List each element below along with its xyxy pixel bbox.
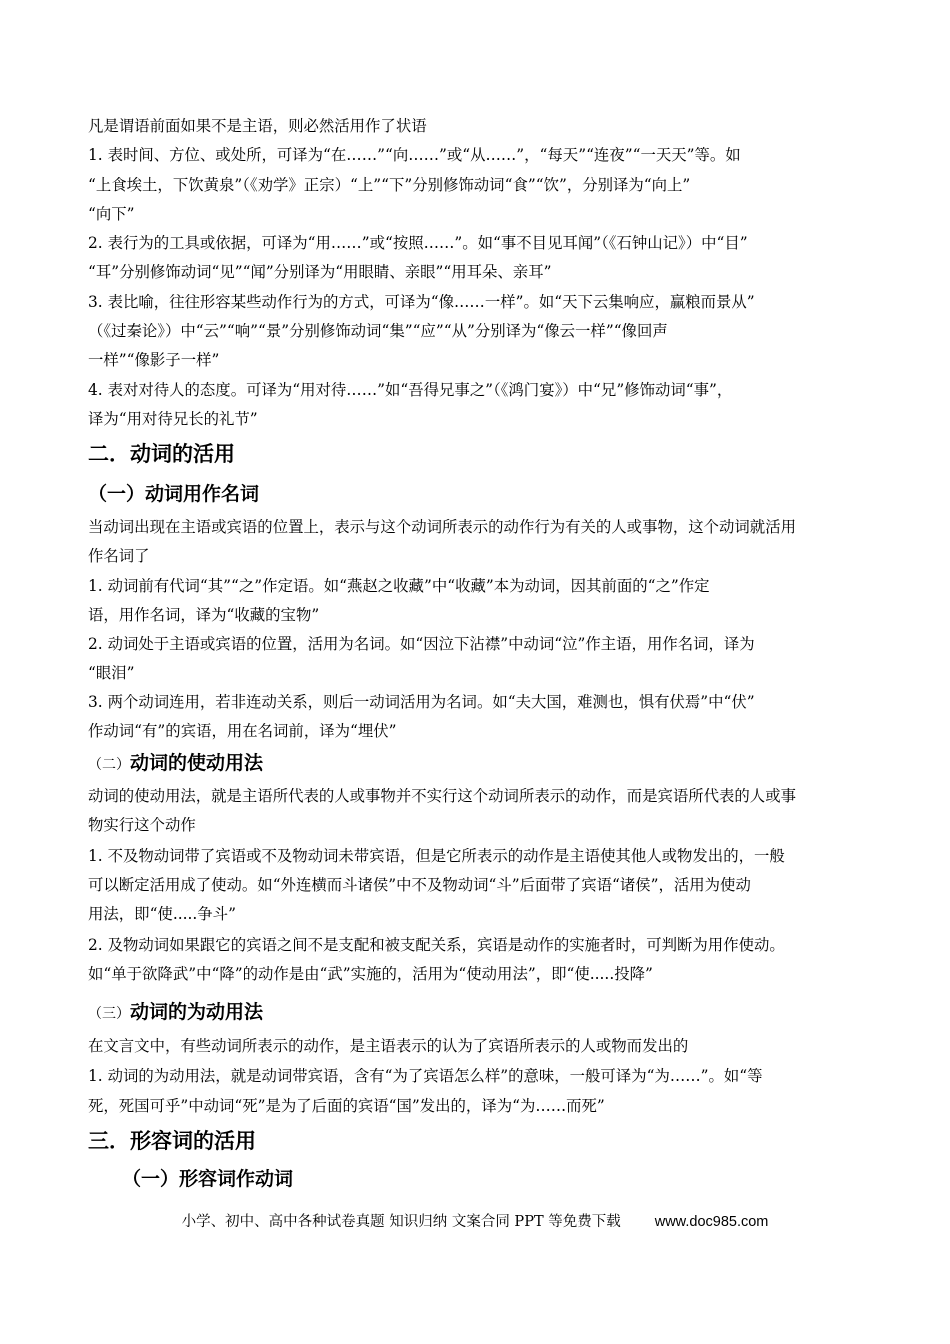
causative-item-1-line-1: 1. 不及物动词带了宾语或不及物动词未带宾语，但是它所表示的动作是主语使其他人或物发出的，一般 <box>88 847 785 865</box>
adverbial-item-3-line-3: 一样”“像影子一样” <box>88 351 220 369</box>
page-footer <box>0 1212 950 1232</box>
noun-item-3-line-1: 3. 两个动词连用，若非连动关系，则后一动词活用为名词。如“夫大国，难测也，惧有伏焉”中“伏” <box>88 693 755 711</box>
adverbial-item-2-line-1: 2. 表行为的工具或依据，可译为“用……”或“按照……”。如“事不目见耳闻”（《石钟山记》）中“目” <box>88 234 748 252</box>
section-2-1-intro-line-2: 作名词了 <box>88 547 150 565</box>
purpose-item-1-line-1: 1. 动词的为动用法，就是动词带宾语，含有“为了宾语怎么样”的意味，一般可译为“为……”。如“等 <box>88 1067 763 1085</box>
section-2-2-intro-line-1: 动词的使动用法，就是主语所代表的人或事物并不实行这个动词所表示的动作，而是宾语所代表的人或事 <box>88 787 796 805</box>
noun-item-3-line-2: 作动词“有”的宾语，用在名词前，译为“埋伏” <box>88 722 397 740</box>
causative-item-2-line-2: 如“单于欲降武”中“降”的动作是由“武”实施的，活用为“使动用法”，即“使.....投降” <box>88 965 653 983</box>
footer-text: 小学、初中、高中各种试卷真题 知识归纳 文案合同 PPT 等免费下载 <box>181 1214 621 1230</box>
intro-line: 凡是谓语前面如果不是主语，则必然活用作了状语 <box>88 117 427 135</box>
adverbial-item-2-line-2: “耳”分别修饰动词“见”“闻”分别译为“用眼睛、亲眼”“用耳朵、亲耳” <box>88 263 552 281</box>
adverbial-item-4-line-1: 4. 表对对待人的态度。可译为“用对待……”如“吾得兄事之”（《鸿门宴》）中“兄”修饰动词“事”， <box>88 381 733 399</box>
section-3-heading: 三．形容词的活用 <box>88 1129 256 1153</box>
section-2-1-heading: （一）动词用作名词 <box>88 483 260 505</box>
section-3-1-heading: （一）形容词作动词 <box>122 1168 294 1190</box>
adverbial-item-1-line-2: “上食埃土，下饮黄泉”（《劝学》正宗）“上”“下”分别修饰动词“食”“饮”，分别译为“向上” <box>88 176 691 194</box>
adverbial-item-1-line-3: “向下” <box>88 205 135 223</box>
causative-item-2-line-1: 2. 及物动词如果跟它的宾语之间不是支配和被支配关系，宾语是动作的实施者时，可判断为用作使动。 <box>88 936 785 954</box>
purpose-item-1-line-2: 死，死国可乎”中动词“死”是为了后面的宾语“国”发出的，译为“为……而死” <box>88 1097 605 1115</box>
adverbial-item-3-line-1: 3. 表比喻，往往形容某些动作行为的方式，可译为“像……一样”。如“天下云集响应，赢粮而景从” <box>88 293 755 311</box>
noun-item-1-line-2: 语，用作名词，译为“收藏的宝物” <box>88 606 320 624</box>
section-2-3-intro-line-1: 在文言文中，有些动词所表示的动作，是主语表示的认为了宾语所表示的人或物而发出的 <box>88 1037 689 1055</box>
causative-item-1-line-2: 可以断定活用成了使动。如“外连横而斗诸侯”中不及物动词“斗”后面带了宾语“诸侯”，活用为使动 <box>88 876 751 894</box>
section-2-2-prefix: （二） <box>88 757 130 773</box>
adverbial-item-4-line-2: 译为“用对待兄长的礼节” <box>88 410 258 428</box>
causative-item-1-line-3: 用法，即“使.....争斗” <box>88 905 236 923</box>
section-2-2-heading <box>88 750 263 778</box>
section-2-1-intro-line-1: 当动词出现在主语或宾语的位置上，表示与这个动词所表示的动作行为有关的人或事物，这个动词就活用 <box>88 518 796 536</box>
section-2-3-prefix: （三） <box>88 1006 130 1022</box>
section-2-3-heading <box>88 999 263 1027</box>
section-2-2-intro-line-2: 物实行这个动作 <box>88 816 196 834</box>
section-2-heading: 二．动词的活用 <box>88 442 235 466</box>
adverbial-item-3-line-2: （《过秦论》）中“云”“响”“景”分别修饰动词“集”“应”“从”分别译为“像云一样”“像回声 <box>88 322 668 340</box>
section-2-2-title: 动词的使动用法 <box>130 752 264 774</box>
footer-url: www.doc985.com <box>654 1214 769 1230</box>
noun-item-1-line-1: 1. 动词前有代词“其”“之”作定语。如“燕赵之收藏”中“收藏”本为动词，因其前面的“之”作定 <box>88 577 710 595</box>
section-2-3-title: 动词的为动用法 <box>130 1001 264 1023</box>
noun-item-2-line-1: 2. 动词处于主语或宾语的位置，活用为名词。如“因泣下沾襟”中动词“泣”作主语，用作名词，译为 <box>88 635 755 653</box>
noun-item-2-line-2: “眼泪” <box>88 664 135 682</box>
adverbial-item-1-line-1: 1. 表时间、方位、或处所，可译为“在……”“向……”或“从……”，“每天”“连夜”“一天天”等。如 <box>88 146 741 164</box>
